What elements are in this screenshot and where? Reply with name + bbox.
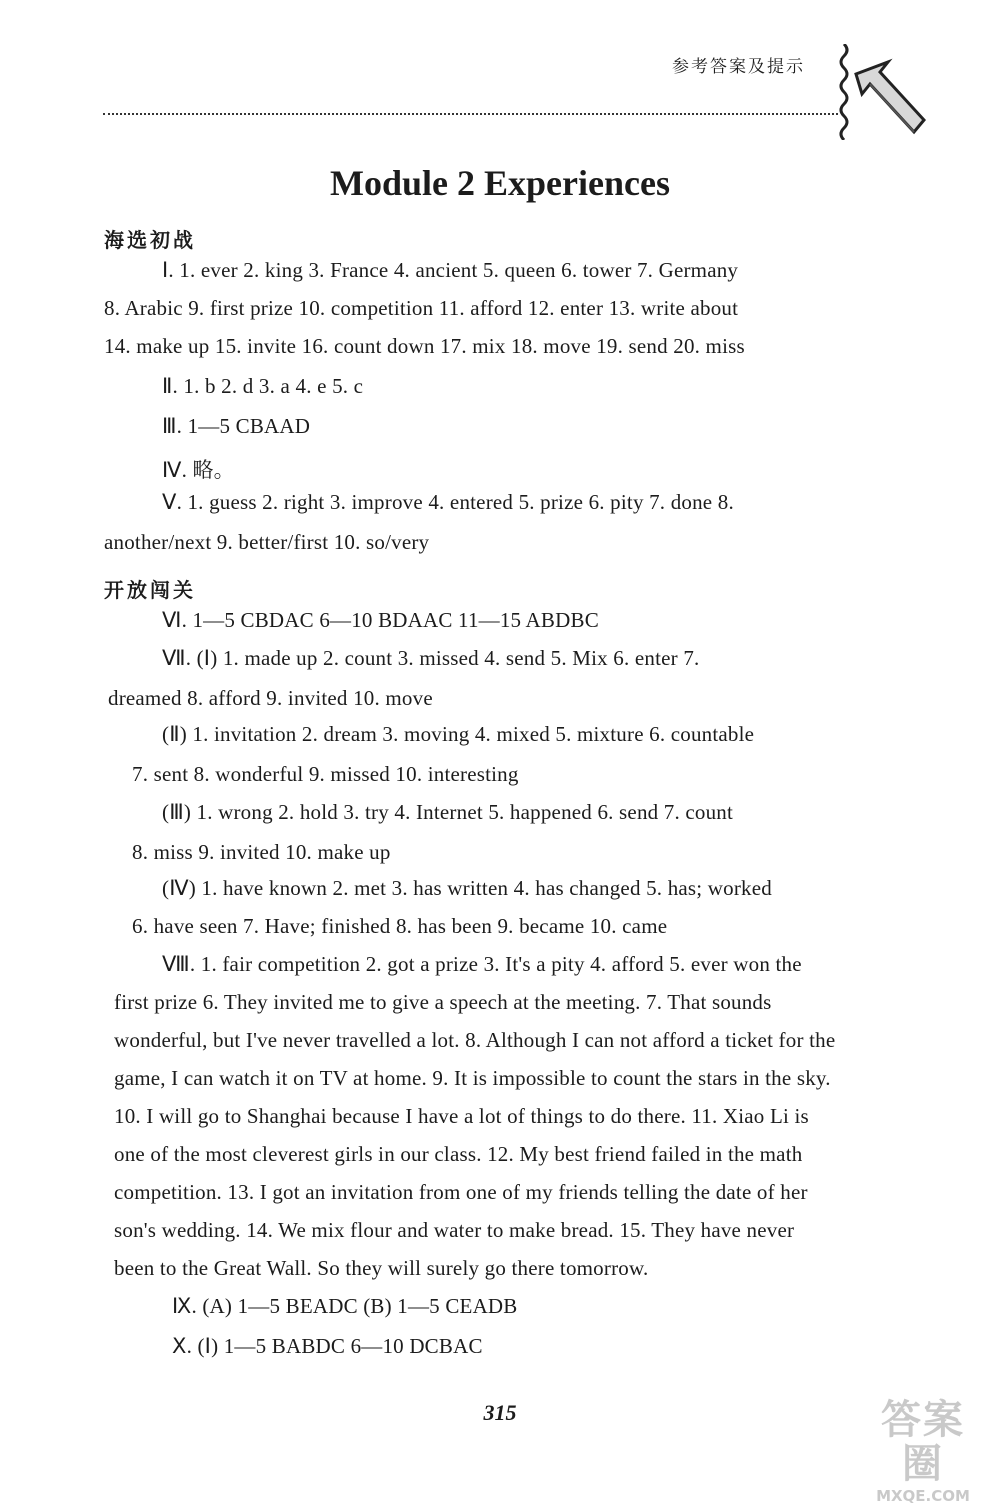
answer-line: another/next 9. better/first 10. so/very — [104, 530, 430, 554]
answer-line: Ⅵ. 1—5 CBDAC 6—10 BDAAC 11—15 ABDBC — [162, 608, 599, 632]
section-heading-2: 开放闯关 — [104, 578, 196, 602]
answer-line: 8. miss 9. invited 10. make up — [132, 840, 391, 864]
answer-line: 6. have seen 7. Have; finished 8. has been 9. became 10. came — [132, 914, 668, 938]
answer-line: 10. I will go to Shanghai because I have a lot of things to do there. 11. Xiao Li is — [114, 1104, 809, 1128]
answer-line: Ⅸ. (A) 1—5 BEADC (B) 1—5 CEADB — [172, 1294, 518, 1318]
answer-line: (Ⅳ) 1. have known 2. met 3. has written 4. has changed 5. has; worked — [162, 876, 772, 900]
answer-line: competition. 13. I got an invitation from one of my friends telling the date of her — [114, 1180, 808, 1204]
answer-line: 7. sent 8. wonderful 9. missed 10. interesting — [132, 762, 519, 786]
answer-line: Ⅲ. 1—5 CBAAD — [162, 414, 311, 438]
answer-line: been to the Great Wall. So they will surely go there tomorrow. — [114, 1256, 649, 1280]
answer-line: Ⅹ. (Ⅰ) 1—5 BABDC 6—10 DCBAC — [172, 1334, 483, 1358]
answer-line: first prize 6. They invited me to give a speech at the meeting. 7. That sounds — [114, 990, 772, 1014]
answer-line: (Ⅱ) 1. invitation 2. dream 3. moving 4. mixed 5. mixture 6. countable — [162, 722, 755, 746]
answer-line: wonderful, but I've never travelled a lot. 8. Although I can not afford a ticket for the — [114, 1028, 836, 1052]
answer-line: dreamed 8. afford 9. invited 10. move — [108, 686, 433, 710]
watermark — [862, 1398, 984, 1506]
answer-line: Ⅱ. 1. b 2. d 3. a 4. e 5. c — [162, 374, 364, 398]
answer-line: game, I can watch it on TV at home. 9. It is impossible to count the stars in the sky. — [114, 1066, 831, 1090]
answer-line: one of the most cleverest girls in our class. 12. My best friend failed in the math — [114, 1142, 803, 1166]
answer-line: Ⅳ. 略。 — [162, 458, 235, 482]
page-number: 315 — [483, 1400, 517, 1425]
answer-line: Ⅶ. (Ⅰ) 1. made up 2. count 3. missed 4. send 5. Mix 6. enter 7. — [162, 646, 700, 670]
watermark-url: MXQE.COM — [876, 1487, 970, 1505]
answer-line: 8. Arabic 9. first prize 10. competition 11. afford 12. enter 13. write about — [104, 296, 739, 320]
answer-line: son's wedding. 14. We mix flour and water to make bread. 15. They have never — [114, 1218, 795, 1242]
wavy-line-ornament — [836, 44, 852, 140]
module-title: Module 2 Experiences — [330, 163, 670, 203]
answer-line: Ⅷ. 1. fair competition 2. got a prize 3. It's a pity 4. afford 5. ever won the — [162, 952, 802, 976]
answer-line: Ⅴ. 1. guess 2. right 3. improve 4. entered 5. prize 6. pity 7. done 8. — [162, 490, 734, 514]
arrow-icon — [852, 58, 928, 142]
dotted-divider — [103, 113, 838, 115]
answer-line: Ⅰ. 1. ever 2. king 3. France 4. ancient 5. queen 6. tower 7. Germany — [162, 258, 739, 282]
answer-line: (Ⅲ) 1. wrong 2. hold 3. try 4. Internet 5. happened 6. send 7. count — [162, 800, 734, 824]
section-heading-1: 海选初战 — [104, 228, 196, 252]
watermark-text: 答案圈 — [881, 1397, 965, 1487]
answer-line: 14. make up 15. invite 16. count down 17. mix 18. move 19. send 20. miss — [104, 334, 745, 358]
header-label: 参考答案及提示 — [672, 57, 805, 77]
